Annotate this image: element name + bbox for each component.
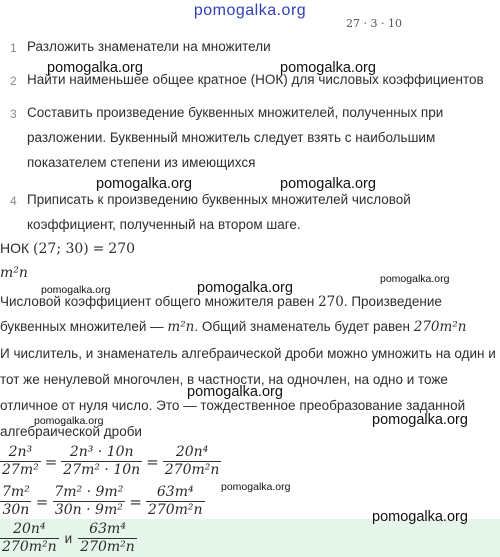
watermark: pomogalka.org	[372, 412, 468, 428]
paragraph-line-1	[0, 294, 442, 310]
step-text: Приписать к произведению буквенных множителей числовой	[27, 192, 411, 207]
fraction: $\frac{\text{2n³ · 10n}}{\text{27m² · 10n}}$	[63, 444, 141, 478]
step-text: разложении. Буквенный множитель следует взять с наибольшим	[27, 130, 436, 145]
fraction: $\frac{\text{2n³}}{\text{27m²}}$	[2, 444, 39, 478]
paragraph-text: . Общий знаменатель будет равен	[194, 319, 414, 334]
equals-sign: =	[35, 492, 49, 511]
step-number: 4	[10, 194, 17, 208]
equation-1	[0, 444, 221, 479]
watermark: pomogalka.org	[187, 384, 283, 400]
equation-2	[0, 484, 205, 519]
paragraph-math: 270	[318, 294, 344, 310]
paragraph-text: . Произведение	[343, 294, 442, 309]
watermark: pomogalka.org	[372, 509, 468, 525]
step-text: Разложить знаменатели на множители	[27, 39, 271, 54]
step-number: 1	[10, 41, 17, 55]
lcm-equals: =	[92, 241, 105, 257]
step-number: 2	[10, 74, 17, 88]
explanation-line: тот же ненулевой многочлен, в частности, на одночлен, на одно и тоже	[0, 372, 448, 387]
step-text: показателем степени из имеющихся	[27, 155, 256, 170]
watermark: pomogalka.org	[280, 176, 376, 192]
and-word: и	[64, 531, 73, 546]
fraction: $\frac{\text{20n⁴}}{\text{270m²n}}$	[164, 444, 220, 478]
equals-sign: =	[146, 452, 159, 471]
watermark: pomogalka.org	[47, 60, 143, 76]
site-link[interactable]: pomogalka.org	[193, 2, 307, 19]
watermark: pomogalka.org	[380, 273, 450, 285]
result-line	[0, 521, 137, 556]
lcm-line	[0, 240, 135, 257]
watermark: pomogalka.org	[41, 284, 111, 296]
fraction: $\frac{\text{63m⁴}}{\text{270m²n}}$	[80, 521, 135, 555]
fraction: $\frac{\text{7m² · 9m²}}{\text{30n · 9m²}}$	[54, 484, 124, 518]
partial-math-top: 27 · 3 · 10	[346, 17, 402, 30]
paragraph-math: m²n	[167, 319, 195, 335]
step-text: коэффициент, полученный на втором шаге.	[27, 217, 301, 232]
step-text: Составить произведение буквенных множителей, полученных при	[27, 105, 444, 120]
watermark: pomogalka.org	[221, 481, 291, 493]
lcm-value: 270	[108, 241, 136, 257]
step-number: 3	[10, 107, 17, 121]
watermark: pomogalka.org	[280, 60, 376, 76]
fraction: $\frac{\text{20n⁴}}{\text{270m²n}}$	[2, 521, 57, 555]
watermark: pomogalka.org	[96, 176, 192, 192]
watermark: pomogalka.org	[34, 415, 104, 427]
fraction: $\frac{\text{63m⁴}}{\text{270m²n}}$	[147, 484, 203, 518]
equals-sign: =	[44, 452, 58, 471]
explanation-line: И числитель, и знаменатель алгебраической дроби можно умножить на один и	[0, 346, 496, 361]
fraction: $\frac{\text{7m²}}{30n}$	[2, 484, 30, 518]
lcm-args: (27; 30)	[33, 241, 89, 257]
paragraph-text: буквенных множителей —	[0, 319, 168, 334]
paragraph-text: Числовой коэффициент общего множителя равен	[0, 294, 319, 309]
equals-sign: =	[129, 492, 142, 511]
paragraph-math: 270m²n	[413, 319, 467, 335]
explanation-line: отличное от нуля число. Это — тождественное преобразование заданной	[0, 398, 466, 413]
lcm-label: НОК	[0, 240, 30, 256]
step-text: Найти наименьшее общее кратное (НОК) для числовых коэффициентов	[27, 72, 484, 87]
watermark: pomogalka.org	[197, 280, 293, 296]
explanation-line: алгебраической дроби	[0, 424, 142, 439]
paragraph-line-2	[0, 319, 466, 335]
letter-factor: m²n	[0, 265, 28, 281]
